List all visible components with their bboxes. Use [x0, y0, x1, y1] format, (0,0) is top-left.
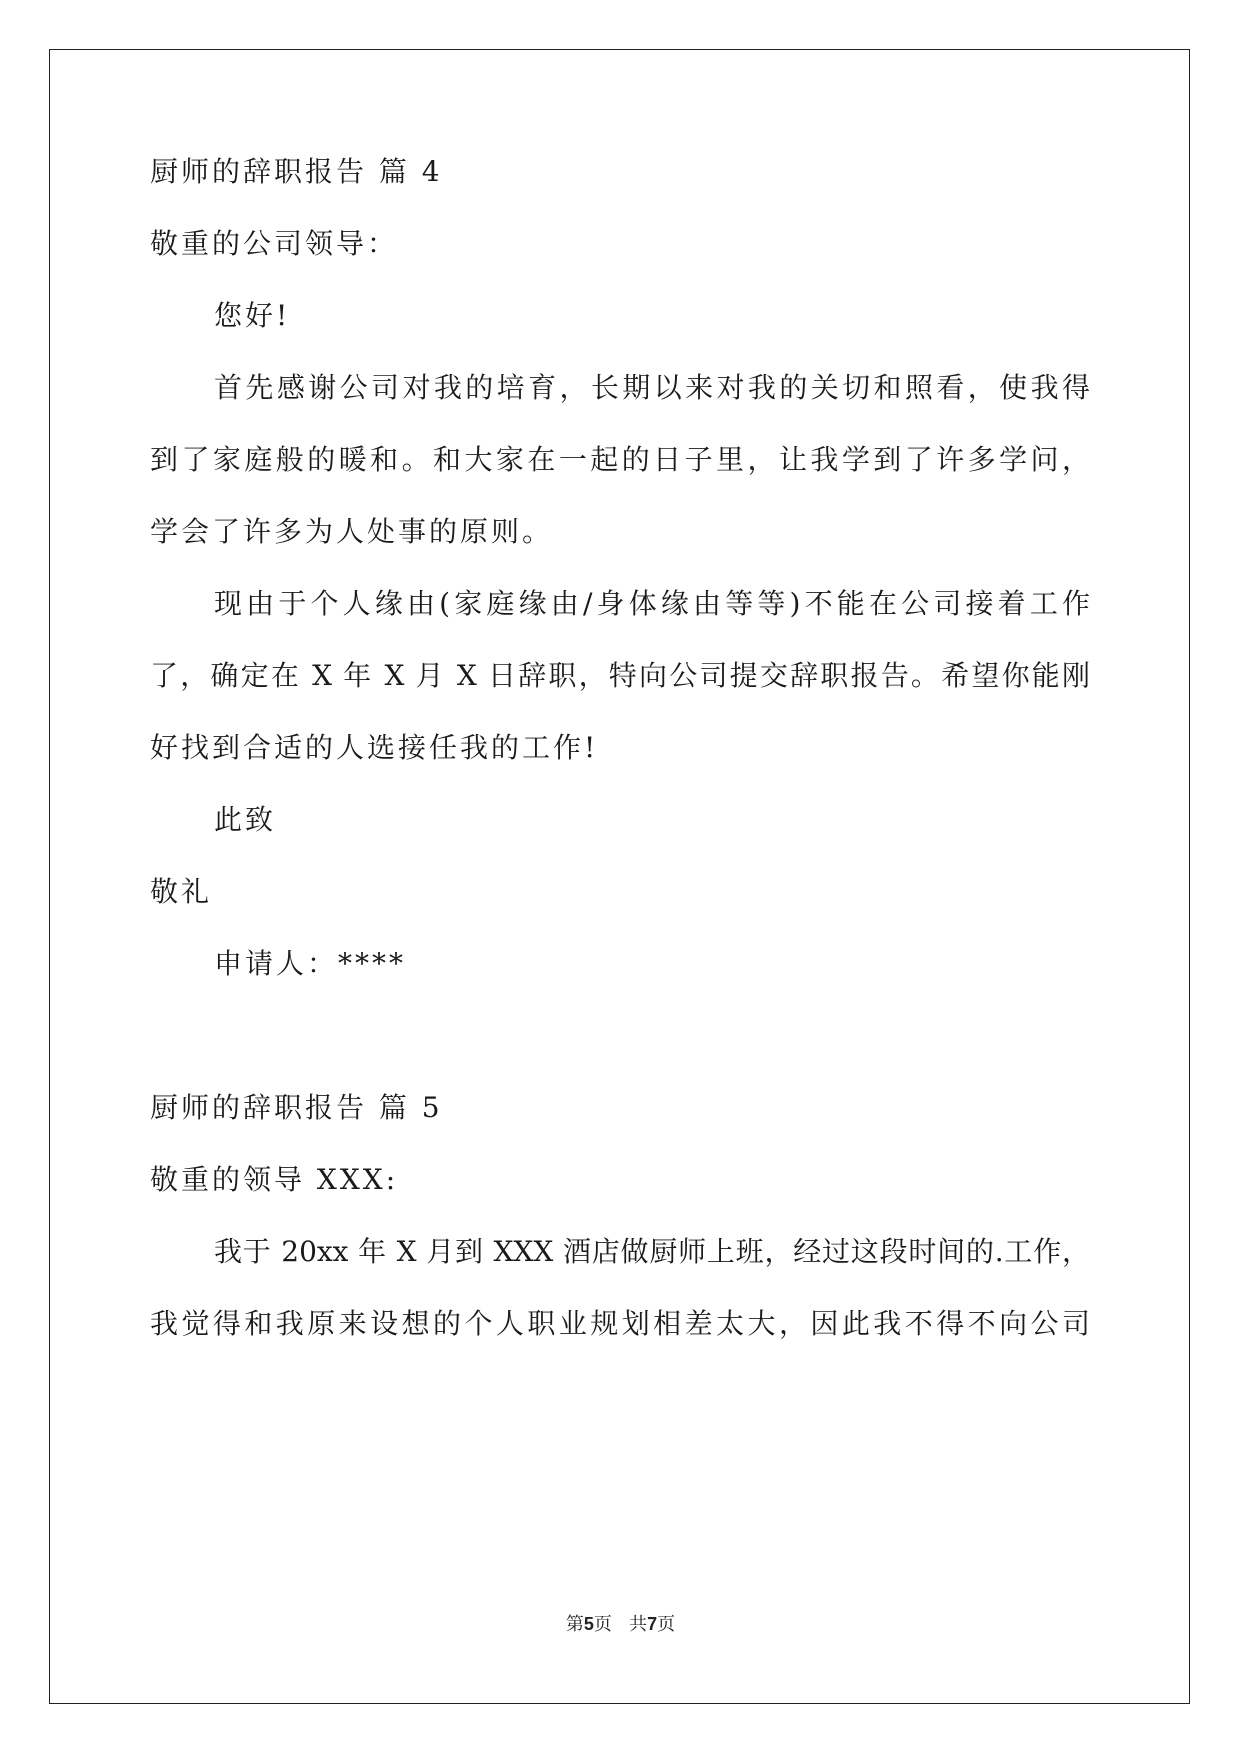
footer-page-unit: 页	[593, 1614, 612, 1635]
salutation: 敬重的领导 XXX:	[150, 1163, 399, 1196]
paragraph-line: 好找到合适的人选接任我的工作!	[150, 731, 599, 764]
total-pages-number: 7	[647, 1614, 658, 1634]
closing: 此致	[214, 803, 277, 836]
paragraph-line: 首先感谢公司对我的培育，长期以来对我的关切和照看，使我得	[214, 371, 1090, 404]
paragraph-line: 了，确定在 X 年 X 月 X 日辞职，特向公司提交辞职报告。希望你能刚	[150, 659, 1090, 692]
greeting: 您好!	[214, 299, 291, 332]
salutation: 敬重的公司领导：	[150, 227, 399, 260]
section-title: 厨师的辞职报告 篇 5	[150, 1091, 443, 1124]
paragraph-line: 我觉得和我原来设想的个人职业规划相差太大，因此我不得不向公司	[150, 1307, 1090, 1340]
paragraph-line: 到了家庭般的暖和。和大家在一起的日子里，让我学到了许多学问，	[150, 443, 1090, 476]
applicant: 申请人：****	[214, 947, 407, 980]
footer-total-unit: 页	[657, 1614, 676, 1635]
paragraph-line: 学会了许多为人处事的原则。	[150, 515, 554, 548]
page-footer	[0, 1612, 1241, 1637]
footer-prefix: 第	[565, 1614, 584, 1635]
current-page-number: 5	[583, 1614, 594, 1634]
regards: 敬礼	[150, 875, 213, 908]
footer-total-prefix: 共	[629, 1614, 648, 1635]
section-title: 厨师的辞职报告 篇 4	[150, 155, 443, 188]
paragraph-line: 我于 20xx 年 X 月到 XXX 酒店做厨师上班，经过这段时间的.工作，	[214, 1235, 1090, 1268]
paragraph-line: 现由于个人缘由(家庭缘由/身体缘由等等)不能在公司接着工作	[214, 587, 1090, 620]
